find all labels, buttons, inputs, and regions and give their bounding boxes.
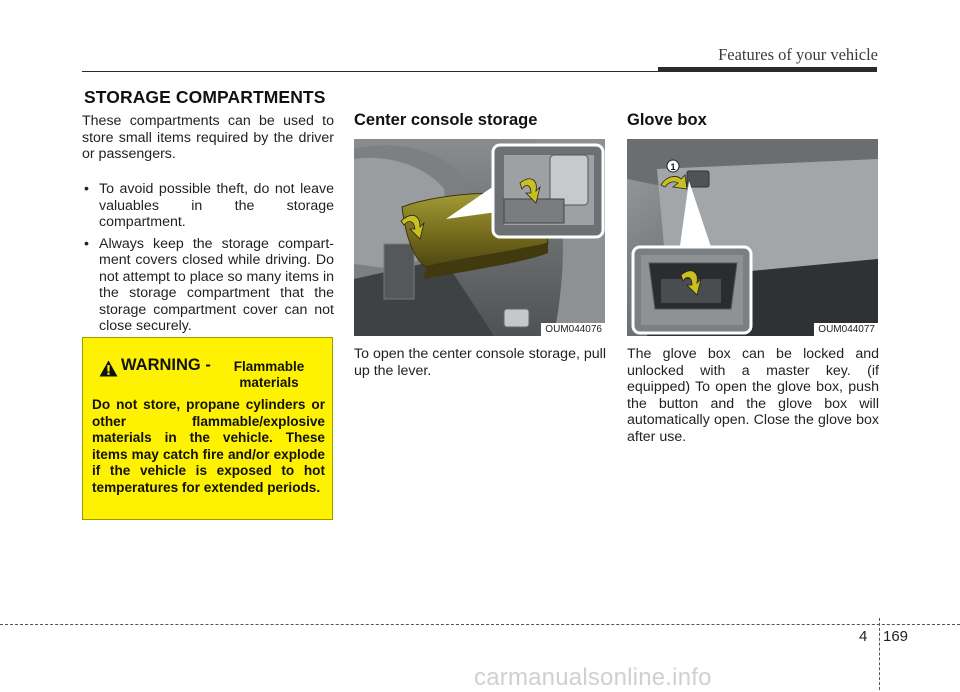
warning-box: [82, 337, 333, 520]
center-console-text: To open the center console storage, pull up the lever.: [354, 346, 606, 379]
warning-label: WARNING -: [121, 356, 211, 374]
footer-rule: [0, 624, 960, 625]
glove-box-illustration: [627, 139, 878, 336]
figure-code: OUM044076: [541, 323, 605, 336]
warning-subtitle-line: Flammable: [233, 359, 305, 374]
watermark: carmanualsonline.info: [474, 664, 712, 691]
center-console-illustration: [354, 139, 605, 336]
footer-divider: [879, 618, 880, 690]
center-console-title: Center console storage: [354, 111, 538, 129]
list-item: [82, 236, 334, 335]
section-title: STORAGE COMPARTMENTS: [84, 87, 326, 107]
callout-number: 1: [670, 162, 676, 172]
header-rule-accent: [658, 67, 877, 72]
figure-code: OUM044077: [814, 323, 878, 336]
bullet-text: To avoid possible theft, do not leave valuables in the storage compartment.: [99, 181, 334, 230]
warning-triangle-icon: [99, 360, 118, 377]
glove-box-text: The glove box can be locked and unlocked with a master key. (if equipped) To open the glove box, push the button and the glove box will automatically open. Close the glove box after use.: [627, 346, 879, 445]
glove-box-title: Glove box: [627, 111, 707, 129]
chapter-number: 4: [859, 628, 868, 645]
bullet-text: Always keep the storage compart-ment covers closed while driving. Do not attempt to place so many items in the storage compartment that the storage compartment cover can not close securely.: [99, 235, 334, 334]
warning-subtitle: [227, 359, 311, 391]
page-number: 169: [883, 628, 909, 645]
precaution-list: [82, 181, 334, 340]
list-item: [82, 181, 334, 231]
warning-text: Do not store, propane cylinders or other flammable/explosive materials in the vehicle. These items may catch fire and/or explode if the vehicle is exposed to hot temperatures for extended periods.: [92, 397, 325, 495]
page-header-title: Features of your vehicle: [718, 45, 878, 64]
center-console-figure: [354, 139, 605, 336]
bullet-icon: •: [84, 235, 89, 252]
glove-box-figure: [627, 139, 878, 336]
intro-paragraph: These compartments can be used to store small items required by the driver or passengers.: [82, 113, 334, 162]
warning-subtitle-line: materials: [239, 375, 299, 390]
bullet-icon: •: [84, 181, 89, 197]
